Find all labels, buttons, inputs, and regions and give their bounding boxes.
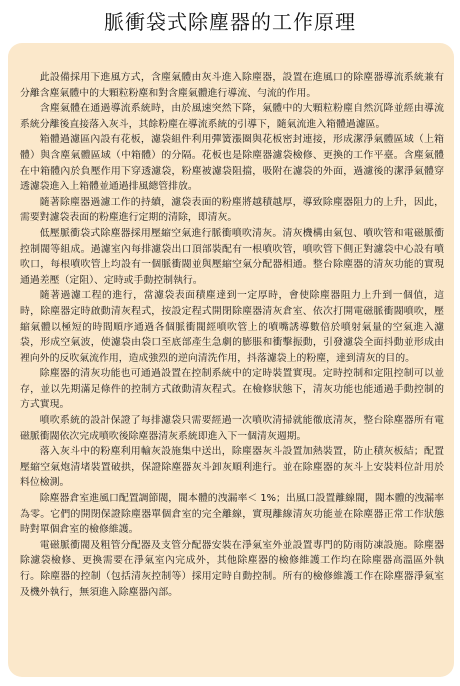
paragraph-pulse-cleaning: 低壓脈衝袋式除塵器採用壓縮空氣進行脈衝噴吹清灰。清灰機構由氣包、噴吹管和電磁脈衝控制閥等組成。過濾室內每排濾袋出口頂部裝配有一根噴吹管，噴吹管下側正對濾袋中心設有噴吹口，每根噴吹管上均設有一個脈衝閥並與壓縮空氣分配器相通。整台除塵器的清灰功能的實現通過差壓（定阻）、定時或手動控制執行。: [20, 227, 444, 286]
page-title: 脈衝袋式除塵器的工作原理: [104, 9, 356, 34]
paragraph-intro: 此設備採用下進風方式，含塵氣體由灰斗進入除塵器，設置在進風口的除塵器導流系統兼有分離含塵氣體中的大顆粒粉塵和對含塵氣體進行導流、勻流的作用。: [20, 72, 444, 99]
paragraph-cleaning-process: 隨著過濾工程的進行，當濾袋表面積塵達到一定厚時，會使除塵器阻力上升到一個值，這時，除塵器定時啟動清灰程式，按設定程式開閉除塵器清灰倉室、依次打開電磁脈衝閥噴吹，壓縮氣體以極短的時間順序通過各個脈衝閥經噴吹管上的噴嘴誘導數倍於噴射氣量的空氣進入濾袋，形成空氣波，使濾袋由袋口至底部產生急劇的膨脹和衝擊振動，引發濾袋全面抖動並形成由裡向外的反吹氣流作用，造成強烈的逆向清洗作用，抖落濾袋上的粉塵，達到清灰的目的。: [20, 290, 444, 364]
content-card: [8, 43, 454, 677]
paragraph-ash-hopper: 落入灰斗中的粉塵利用輸灰設施集中送出，除塵器灰斗設置加熱裝置，防止積灰板結；配置壓縮空氣炮清堵裝置破拱，保證除塵器灰斗卸灰順利進行。並在除塵器的灰斗上安裝料位計用於料位檢測。: [20, 446, 444, 489]
paragraph-injection-system: 噴吹系統的設計保證了每排濾袋只需要經過一次噴吹清掃就能徹底清灰，整台除塵器所有電磁脈衝閥依次完成噴吹後除塵器清灰系統即進入下一個清灰週期。: [20, 415, 444, 442]
paragraph-maintenance: 電磁脈衝閥及粗管分配器及支管分配器安裝在淨氣室外並設置專門的防雨防凍設施。除塵器除濾袋檢修、更換需要在淨氣室內完成外，其他除塵器的檢修維護工作均在除塵器高溫區外執行。除塵器的控制（包括清灰控制等）採用定時自動控制。所有的檢修維護工作在除塵器淨氣室及機外執行，無須進入除塵器內部。: [20, 539, 444, 598]
paragraph-filter-zone: 箱體過濾區內設有花板，濾袋組件利用彈簧漲圈與花板密封連接，形成潔淨氣體區域（上箱體）與含塵氣體區域（中箱體）的分隔。花板也是除塵器濾袋檢修、更換的工作平臺。含塵氣體在中箱體內於負壓作用下穿透濾袋，粉塵被濾袋阻擋，吸附在濾袋的外面，過濾後的潔淨氣體穿透濾袋進入上箱體並通過排風總管排放。: [20, 134, 444, 193]
paragraph-valves: 除塵器倉室進風口配置調節閥，閥本體的洩漏率＜ 1%；出風口設置離線閥，閥本體的洩漏率為零。它們的開閉保證除塵器單個倉室的完全離線，實現離線清灰功能並在除塵器正常工作狀態時對單個倉室的檢修維護。: [20, 493, 444, 536]
paragraph-dust-buildup: 隨著除塵器過濾工作的持續，濾袋表面的粉塵將越積越厚，導致除塵器阻力的上升，因此，需要對濾袋表面的粉塵進行定期的清除，即清灰。: [20, 196, 444, 224]
paragraph-timer-control: 除塵器的清灰功能也可通過設置在控制系統中的定時裝置實現。定時控制和定阻控制可以並存，並以先期滿足條件的控制方式啟動清灰程式。在檢修狀態下，清灰功能也能通過手動控制的方式實現。: [20, 368, 444, 411]
paragraph-flow-guide: 含塵氣體在通過導流系統時，由於風速突然下降，氣體中的大顆粒粉塵自然沉降並經由導流系統分離後直接落入灰斗，其餘粉塵在導流系統的引導下，隨氣流進入箱體過濾區。: [20, 103, 444, 130]
